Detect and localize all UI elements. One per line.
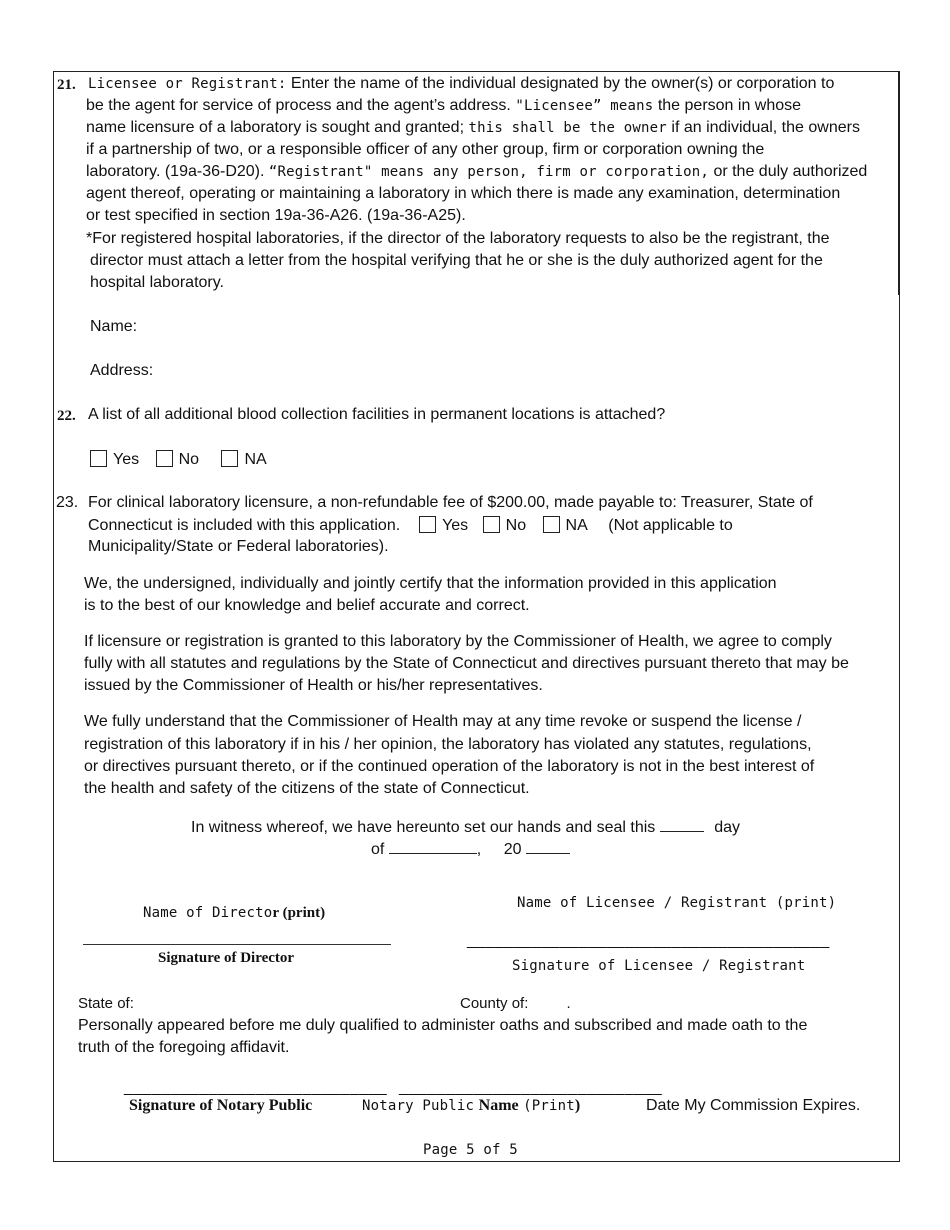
director-name-print: r (print) <box>272 905 326 921</box>
q21-line-1 <box>88 75 834 93</box>
q22-na-checkbox[interactable] <box>221 450 238 467</box>
q21-line5-text-b: or the duly authorized <box>713 163 868 180</box>
notary-name-label <box>362 1097 580 1115</box>
q21-line-2 <box>86 97 801 115</box>
q21-line1-text: Enter the name of the individual designated by the owner(s) or corporation to <box>290 75 835 92</box>
certify-p3-line-4: the health and safety of the citizens of the state of Connecticut. <box>84 780 530 797</box>
day-blank[interactable] <box>660 817 704 832</box>
q21-term-owner: this shall be the owner <box>468 120 667 136</box>
witness-of-label: of <box>371 841 385 858</box>
q23-na-checkbox[interactable] <box>543 516 560 533</box>
year-blank[interactable] <box>526 839 570 854</box>
q21-line3-text-b: if an individual, the owners <box>671 119 860 136</box>
q21-term-licensee: "Licensee” means <box>515 98 654 114</box>
notary-print-text: (Print <box>523 1098 575 1114</box>
affidavit-line-1: Personally appeared before me duly qualified to administer oaths and subscribed and made oath to the <box>78 1017 808 1034</box>
q22-number: 22. <box>57 408 76 424</box>
q23-yes-label: Yes <box>442 517 469 534</box>
county-of-dot: . <box>566 995 571 1012</box>
notary-name-line[interactable]: ____________________________ <box>399 1079 663 1096</box>
witness-text: In witness whereof, we have hereunto set our hands and seal this <box>191 819 656 836</box>
certify-p1-line-1: We, the undersigned, individually and jointly certify that the information provided in this application <box>84 575 777 592</box>
month-blank[interactable] <box>389 839 477 854</box>
certify-p2-line-3: issued by the Commissioner of Health or his/her representatives. <box>84 677 543 694</box>
q23-line2-text: Connecticut is included with this application. <box>88 517 401 534</box>
notary-signature-label: Signature of Notary Public <box>129 1097 313 1114</box>
witness-line-2 <box>371 839 570 859</box>
q21-term-registrant: “Registrant" means any person, firm or corporation, <box>268 164 709 180</box>
certify-p2-line-1: If licensure or registration is granted to this laboratory by the Commissioner of Health, we agree to comply <box>84 633 832 650</box>
q21-line2-text-b: the person in whose <box>657 97 802 114</box>
witness-comma: , <box>476 841 482 858</box>
q23-no-label: No <box>505 517 527 534</box>
affidavit-line-2: truth of the foregoing affidavit. <box>78 1039 290 1056</box>
county-of-text: County of: <box>460 995 529 1012</box>
witness-line-1 <box>191 817 740 837</box>
q22-no-label: No <box>178 451 200 468</box>
certify-p1-line-2: is to the best of our knowledge and belief accurate and correct. <box>84 597 530 614</box>
q21-note-line-3: hospital laboratory. <box>90 274 224 291</box>
q23-no-checkbox[interactable] <box>483 516 500 533</box>
notary-name-word: Name <box>478 1097 519 1114</box>
q21-line-4: if a partnership of two, or a responsible officer of any other group, firm or corporation owning the <box>86 141 765 158</box>
licensee-name-label: Name of Licensee / Registrant (print) <box>517 895 837 911</box>
county-of-label <box>460 995 571 1012</box>
notary-print-paren: ) <box>574 1097 581 1114</box>
state-of-label: State of: <box>78 995 134 1012</box>
commission-expires-label: Date My Commission Expires. <box>646 1097 861 1114</box>
q22-question: A list of all additional blood collection facilities in permanent locations is attached? <box>88 406 666 423</box>
certify-p2-line-2: fully with all statutes and regulations by the State of Connecticut and directives pursuant thereto that may be <box>84 655 849 672</box>
witness-year-prefix: 20 <box>503 841 522 858</box>
certify-p3-line-1: We fully understand that the Commissioner of Health may at any time revoke or suspend the license / <box>84 713 802 730</box>
q23-number: 23. <box>56 494 79 511</box>
q22-na-label: NA <box>244 451 267 468</box>
q23-not-applicable-note: (Not applicable to <box>608 517 733 534</box>
q21-line-7: or test specified in section 19a-36-A26. (19a-36-A25). <box>86 207 466 224</box>
q21-line-3 <box>86 119 860 137</box>
q22-options <box>90 450 267 469</box>
q23-yes-checkbox[interactable] <box>419 516 436 533</box>
name-field-label: Name: <box>90 318 138 335</box>
address-field-label: Address: <box>90 362 154 379</box>
q21-line-5 <box>86 163 867 181</box>
director-signature-label: Signature of Director <box>158 950 295 966</box>
q22-no-checkbox[interactable] <box>156 450 173 467</box>
q21-note-line-1: *For registered hospital laboratories, if the director of the laboratory requests to also be the registrant, the <box>86 230 830 247</box>
certify-p3-line-2: registration of this laboratory if in his / her opinion, the laboratory has violated any statutes, regulations, <box>84 736 812 753</box>
q22-yes-checkbox[interactable] <box>90 450 107 467</box>
q21-line3-text-a: name licensure of a laboratory is sought and granted; <box>86 119 465 136</box>
q21-number: 21. <box>57 77 76 93</box>
q21-line-6: agent thereof, operating or maintaining a laboratory in which there is made any examination, determination <box>86 185 841 202</box>
licensee-signature-line[interactable]: _______________________________________ <box>467 932 830 949</box>
q21-term-licensee-registrant: Licensee or Registrant: <box>88 76 287 92</box>
q23-line-3: Municipality/State or Federal laboratories). <box>88 538 389 555</box>
q21-line2-text-a: be the agent for service of process and the agent’s address. <box>86 97 511 114</box>
q23-line-1: For clinical laboratory licensure, a non-refundable fee of $200.00, made payable to: Treasurer, State of <box>88 494 813 511</box>
notary-signature-line[interactable]: ____________________________ <box>124 1079 388 1096</box>
director-name-label <box>143 904 325 922</box>
q23-line-2 <box>88 516 733 535</box>
q21-note-line-2: director must attach a letter from the hospital verifying that he or she is the duly authorized agent for the <box>90 252 823 269</box>
q21-line5-text-a: laboratory. (19a-36-D20). <box>86 163 265 180</box>
page-number: Page 5 of 5 <box>423 1142 518 1158</box>
director-signature-line[interactable] <box>83 944 391 945</box>
notary-public-text: Notary Public <box>362 1098 475 1114</box>
licensee-signature-label: Signature of Licensee / Registrant <box>512 958 806 974</box>
certify-p3-line-3: or directives pursuant thereto, or if the continued operation of the laboratory is not in the best interest of <box>84 758 815 775</box>
witness-day-label: day <box>714 819 740 836</box>
q22-yes-label: Yes <box>113 451 140 468</box>
q23-na-label: NA <box>565 517 588 534</box>
director-name-text: Name of Directo <box>143 905 273 921</box>
